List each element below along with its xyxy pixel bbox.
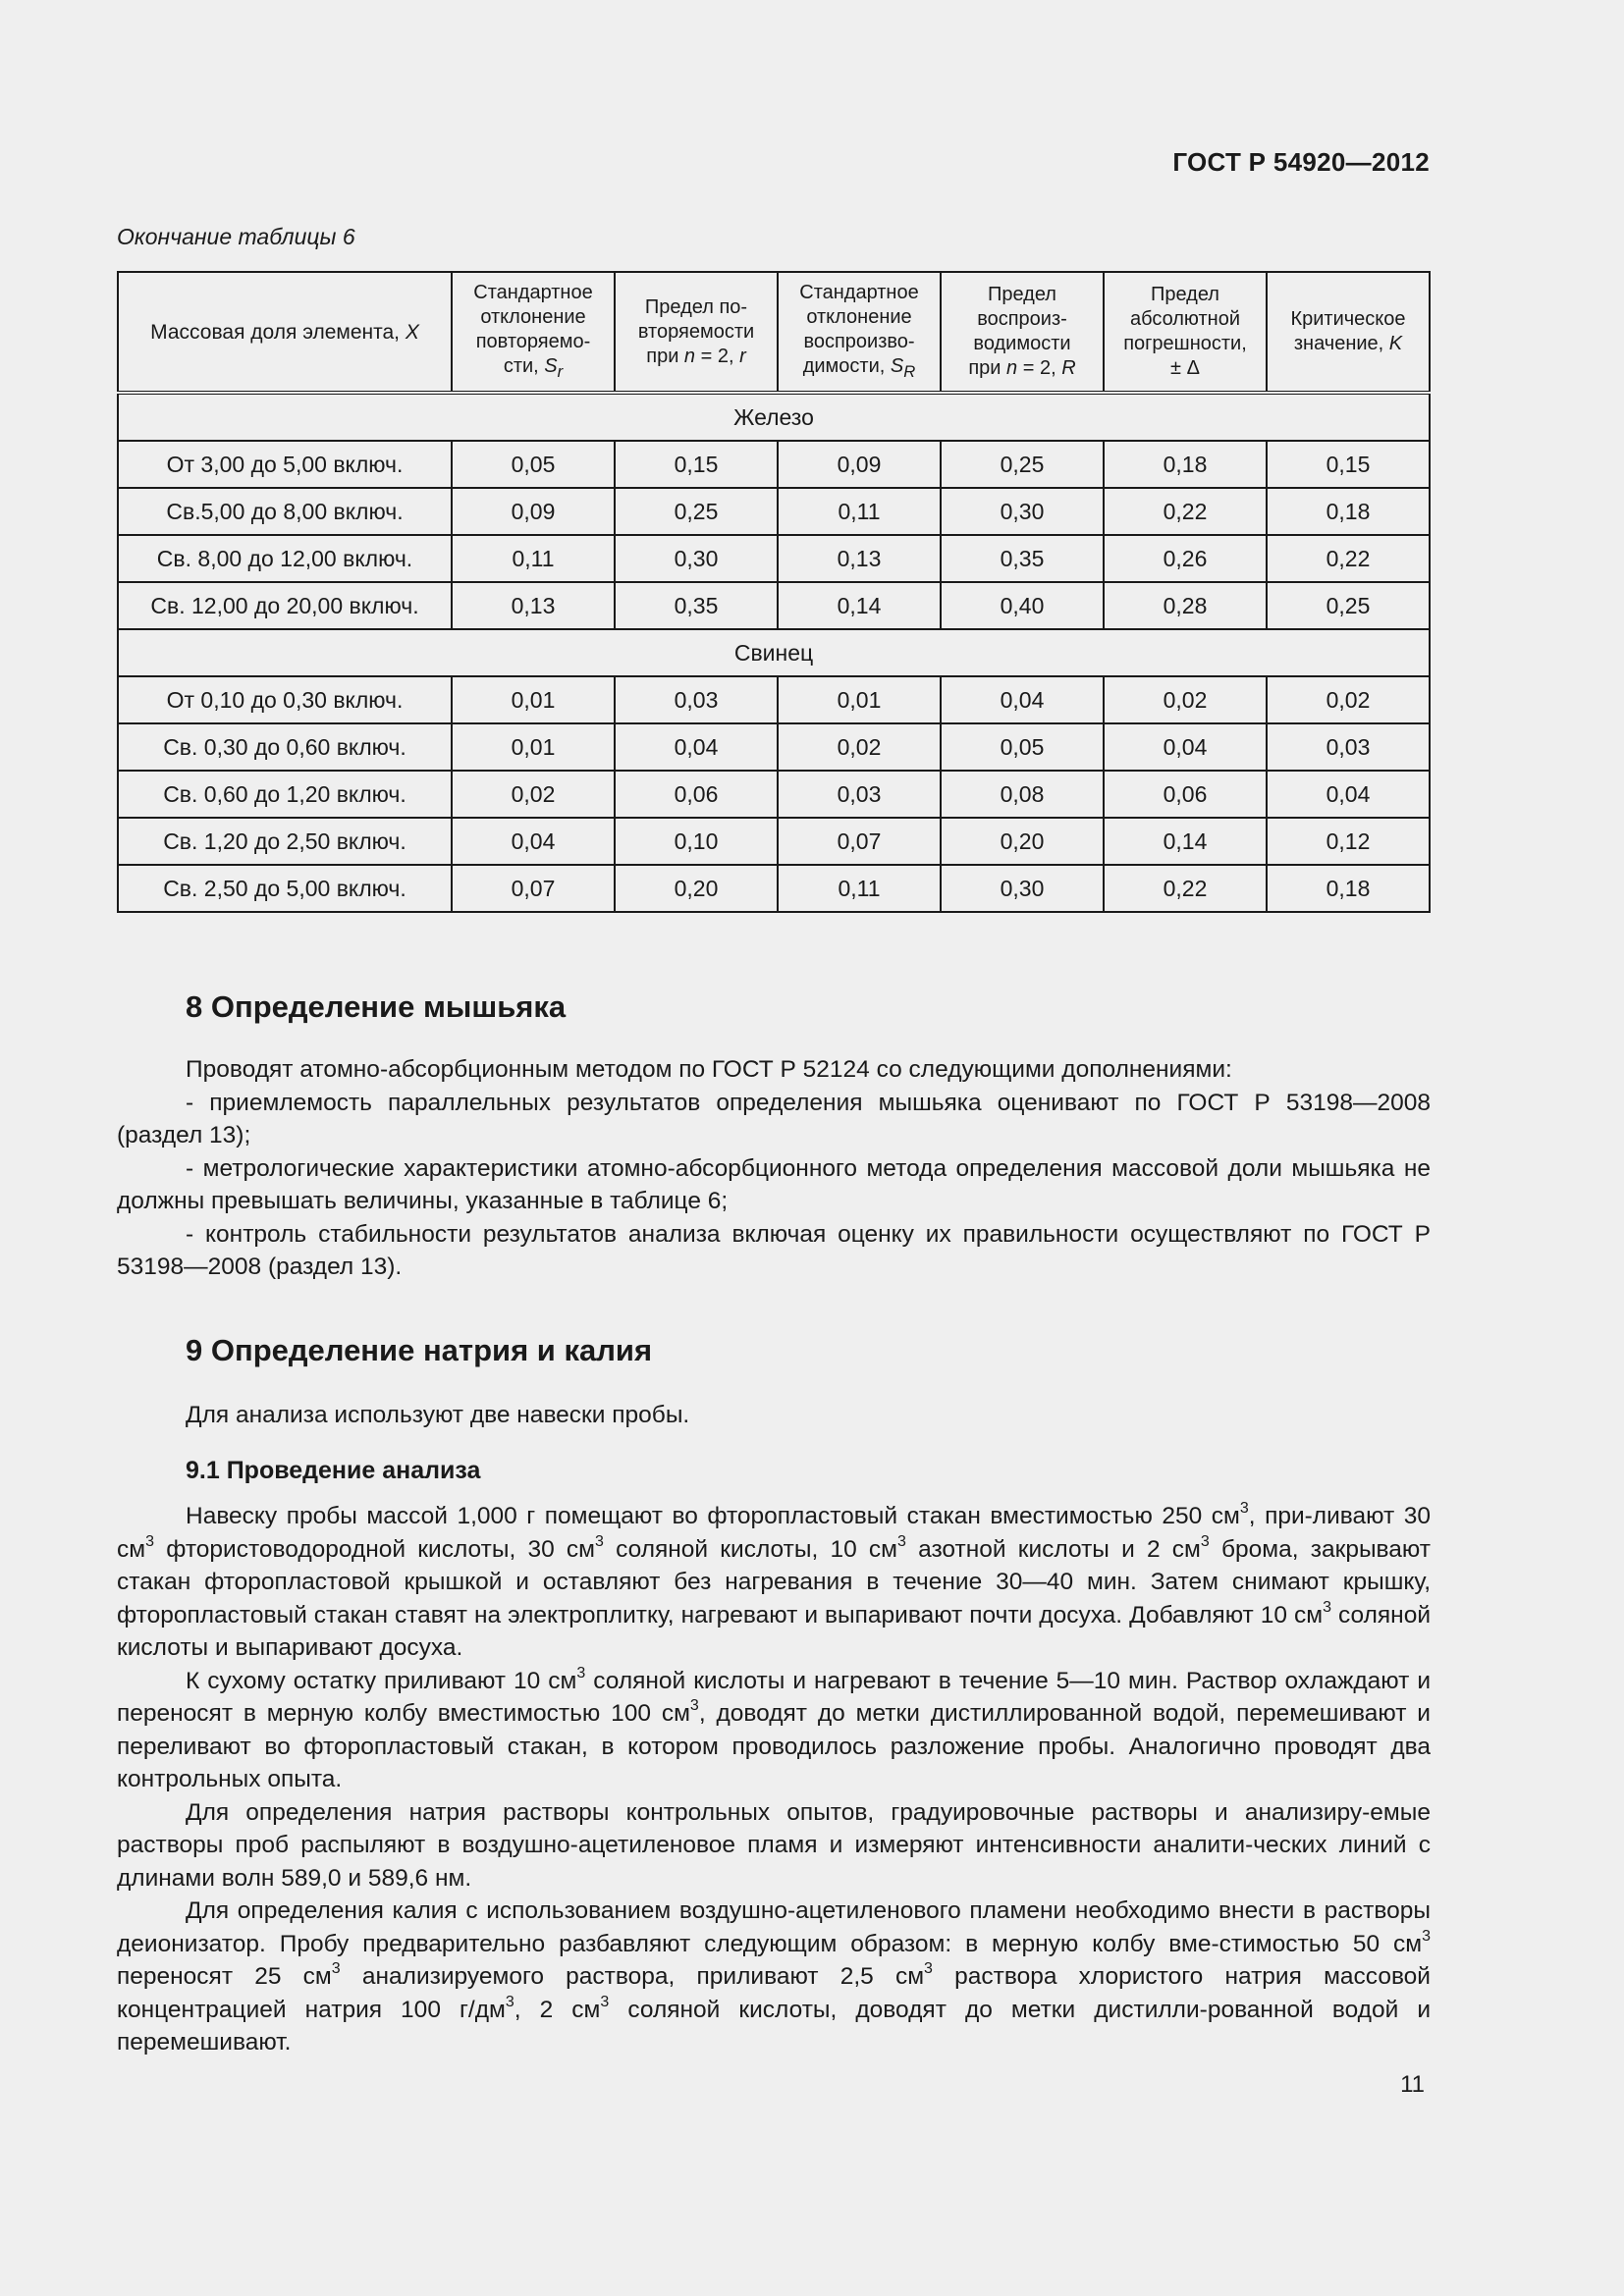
value-cell: 0,22 bbox=[1104, 488, 1267, 535]
value-cell: 0,02 bbox=[452, 771, 615, 818]
page-number: 11 bbox=[1400, 2071, 1425, 2098]
value-cell: 0,25 bbox=[615, 488, 778, 535]
section-9-heading: 9 Определение натрия и калия bbox=[186, 1333, 653, 1367]
value-cell: 0,02 bbox=[778, 723, 941, 771]
value-cell: 0,05 bbox=[452, 441, 615, 488]
table-row bbox=[118, 723, 1430, 771]
value-cell: 0,40 bbox=[941, 582, 1104, 629]
value-cell: 0,02 bbox=[1267, 676, 1430, 723]
metrology-table bbox=[117, 271, 1431, 913]
paragraph-9-1-4: Для определения калия с использованием воздушно-ацетиленового пламени необходимо внести в растворы деионизатор. Пробу предварительно разбавляют следующим образом: в мерную колбу вме-стимостью 50 $см^3$ переносят 25 $см^3$ анализируемого раствора, приливают 2,5 $см^3$ раствора хлористого натрия массовой концентрацией натрия 100 $г/дм^3$, 2 $см^3$ соляной кислоты, доводят до метки дистилли-рованной водой и перемешивают. bbox=[117, 1897, 1432, 2056]
section-9-intro bbox=[117, 1399, 1431, 1432]
table-row bbox=[118, 865, 1430, 912]
value-cell: 0,01 bbox=[778, 676, 941, 723]
section-9-1-body bbox=[117, 1500, 1431, 2059]
value-cell: 0,25 bbox=[941, 441, 1104, 488]
value-cell: 0,15 bbox=[615, 441, 778, 488]
value-cell: 0,18 bbox=[1267, 488, 1430, 535]
range-cell: Св.5,00 до 8,00 включ. bbox=[118, 488, 452, 535]
value-cell: 0,03 bbox=[615, 676, 778, 723]
value-cell: 0,30 bbox=[615, 535, 778, 582]
col-header-mass-fraction: Массовая доля элемента, X bbox=[118, 272, 452, 393]
value-cell: 0,04 bbox=[1267, 771, 1430, 818]
value-cell: 0,06 bbox=[615, 771, 778, 818]
value-cell: 0,30 bbox=[941, 488, 1104, 535]
value-cell: 0,22 bbox=[1267, 535, 1430, 582]
range-cell: Св. 2,50 до 5,00 включ. bbox=[118, 865, 452, 912]
table-caption: Окончание таблицы 6 bbox=[117, 224, 355, 249]
section-8-body bbox=[117, 1053, 1431, 1284]
value-cell: 0,25 bbox=[1267, 582, 1430, 629]
value-cell: 0,12 bbox=[1267, 818, 1430, 865]
value-cell: 0,14 bbox=[1104, 818, 1267, 865]
value-cell: 0,09 bbox=[778, 441, 941, 488]
range-cell: Св. 0,30 до 0,60 включ. bbox=[118, 723, 452, 771]
value-cell: 0,11 bbox=[778, 865, 941, 912]
range-cell: От 3,00 до 5,00 включ. bbox=[118, 441, 452, 488]
value-cell: 0,26 bbox=[1104, 535, 1267, 582]
value-cell: 0,13 bbox=[452, 582, 615, 629]
group-name: Свинец bbox=[118, 629, 1430, 676]
group-name: Железо bbox=[118, 393, 1430, 441]
section-8-paragraph: - метрологические характеристики атомно-абсорбционного метода определения массовой доли мышьяка не должны превышать величины, указанные в таблице 6; bbox=[117, 1154, 1431, 1214]
value-cell: 0,28 bbox=[1104, 582, 1267, 629]
value-cell: 0,35 bbox=[941, 535, 1104, 582]
col-header-delta: Предел абсолютной погрешности, ± Δ bbox=[1104, 272, 1267, 393]
value-cell: 0,03 bbox=[778, 771, 941, 818]
table-row bbox=[118, 441, 1430, 488]
table-row bbox=[118, 582, 1430, 629]
table-group-row bbox=[118, 393, 1430, 441]
paragraph-9-1-1: Навеску пробы массой 1,000 г помещают во фторопластовый стакан вместимостью 250 $см^3$, при-ливают 30 $см^3$ фтористоводородной кислоты, 30 $см^3$ соляной кислоты, 10 $см^3$ азотной кислоты и 2 $см^3$ брома, закрывают стакан фторопластовой крышкой и оставляют без нагревания в течение 30—40 мин. Затем снимают крышку, фторопластовый стакан ставят на электроплитку, нагревают и выпаривают почти досуха. Добавляют 10 $см^3$ соляной кислоты и выпаривают досуха. bbox=[117, 1500, 1432, 1661]
value-cell: 0,30 bbox=[941, 865, 1104, 912]
subsection-9-1-heading: 9.1 Проведение анализа bbox=[186, 1457, 481, 1484]
value-cell: 0,04 bbox=[1104, 723, 1267, 771]
table-row bbox=[118, 676, 1430, 723]
value-cell: 0,20 bbox=[941, 818, 1104, 865]
section-8-paragraph: Проводят атомно-абсорбционным методом по ГОСТ Р 52124 со следующими дополнениями: bbox=[186, 1056, 1232, 1083]
value-cell: 0,18 bbox=[1104, 441, 1267, 488]
value-cell: 0,05 bbox=[941, 723, 1104, 771]
range-cell: От 0,10 до 0,30 включ. bbox=[118, 676, 452, 723]
section-8-paragraph: - контроль стабильности результатов анализа включая оценку их правильности осуществляют по ГОСТ Р 53198—2008 (раздел 13). bbox=[117, 1220, 1431, 1280]
value-cell: 0,09 bbox=[452, 488, 615, 535]
value-cell: 0,18 bbox=[1267, 865, 1430, 912]
col-header-k: Критическое значение, K bbox=[1267, 272, 1430, 393]
table-body bbox=[118, 393, 1430, 912]
value-cell: 0,07 bbox=[452, 865, 615, 912]
table-row bbox=[118, 535, 1430, 582]
value-cell: 0,02 bbox=[1104, 676, 1267, 723]
range-cell: Св. 8,00 до 12,00 включ. bbox=[118, 535, 452, 582]
value-cell: 0,04 bbox=[615, 723, 778, 771]
value-cell: 0,11 bbox=[778, 488, 941, 535]
table-row bbox=[118, 488, 1430, 535]
value-cell: 0,20 bbox=[615, 865, 778, 912]
value-cell: 0,04 bbox=[452, 818, 615, 865]
value-cell: 0,03 bbox=[1267, 723, 1430, 771]
col-header-sR: Стандартное отклонение воспроизво- димости, $S_R$ bbox=[778, 272, 941, 393]
value-cell: 0,11 bbox=[452, 535, 615, 582]
section-8-paragraph: - приемлемость параллельных результатов определения мышьяка оценивают по ГОСТ Р 53198—2008 (раздел 13); bbox=[117, 1089, 1431, 1148]
value-cell: 0,08 bbox=[941, 771, 1104, 818]
value-cell: 0,04 bbox=[941, 676, 1104, 723]
section-9-intro-text: Для анализа используют две навески пробы. bbox=[186, 1402, 690, 1428]
col-header-R: Предел воспроиз- водимости при n = 2, R bbox=[941, 272, 1104, 393]
value-cell: 0,01 bbox=[452, 723, 615, 771]
range-cell: Св. 0,60 до 1,20 включ. bbox=[118, 771, 452, 818]
value-cell: 0,07 bbox=[778, 818, 941, 865]
value-cell: 0,01 bbox=[452, 676, 615, 723]
range-cell: Св. 12,00 до 20,00 включ. bbox=[118, 582, 452, 629]
value-cell: 0,22 bbox=[1104, 865, 1267, 912]
section-8-heading: 8 Определение мышьяка bbox=[186, 989, 567, 1024]
paragraph-9-1-3: Для определения натрия растворы контрольных опытов, градуировочные растворы и анализиру-емые растворы проб распыляют в воздушно-ацетиленовое пламя и измеряют интенсивности аналити-ческих линий с длинами волн 589,0 и 589,6 нм. bbox=[117, 1798, 1431, 1892]
value-cell: 0,13 bbox=[778, 535, 941, 582]
table-row bbox=[118, 818, 1430, 865]
table-group-row bbox=[118, 629, 1430, 676]
value-cell: 0,35 bbox=[615, 582, 778, 629]
standard-number: ГОСТ Р 54920—2012 bbox=[1172, 147, 1430, 177]
value-cell: 0,15 bbox=[1267, 441, 1430, 488]
value-cell: 0,14 bbox=[778, 582, 941, 629]
table-row bbox=[118, 771, 1430, 818]
col-header-r: Предел по- вторяемости при n = 2, r bbox=[615, 272, 778, 393]
range-cell: Св. 1,20 до 2,50 включ. bbox=[118, 818, 452, 865]
value-cell: 0,06 bbox=[1104, 771, 1267, 818]
table-header-row bbox=[118, 272, 1430, 393]
paragraph-9-1-2: К сухому остатку приливают 10 $см^3$ соляной кислоты и нагревают в течение 5—10 мин. Раствор охлаждают и переносят в мерную колбу вместимостью 100 $см^3$, доводят до метки дистиллированной водой, перемешивают и переливают во фторопластовый стакан, в котором проводилось разложение пробы. Аналогично проводят два контрольных опыта. bbox=[117, 1664, 1432, 1792]
col-header-sr: Стандартное отклонение повторяемо- сти, $S_r$ bbox=[452, 272, 615, 393]
value-cell: 0,10 bbox=[615, 818, 778, 865]
